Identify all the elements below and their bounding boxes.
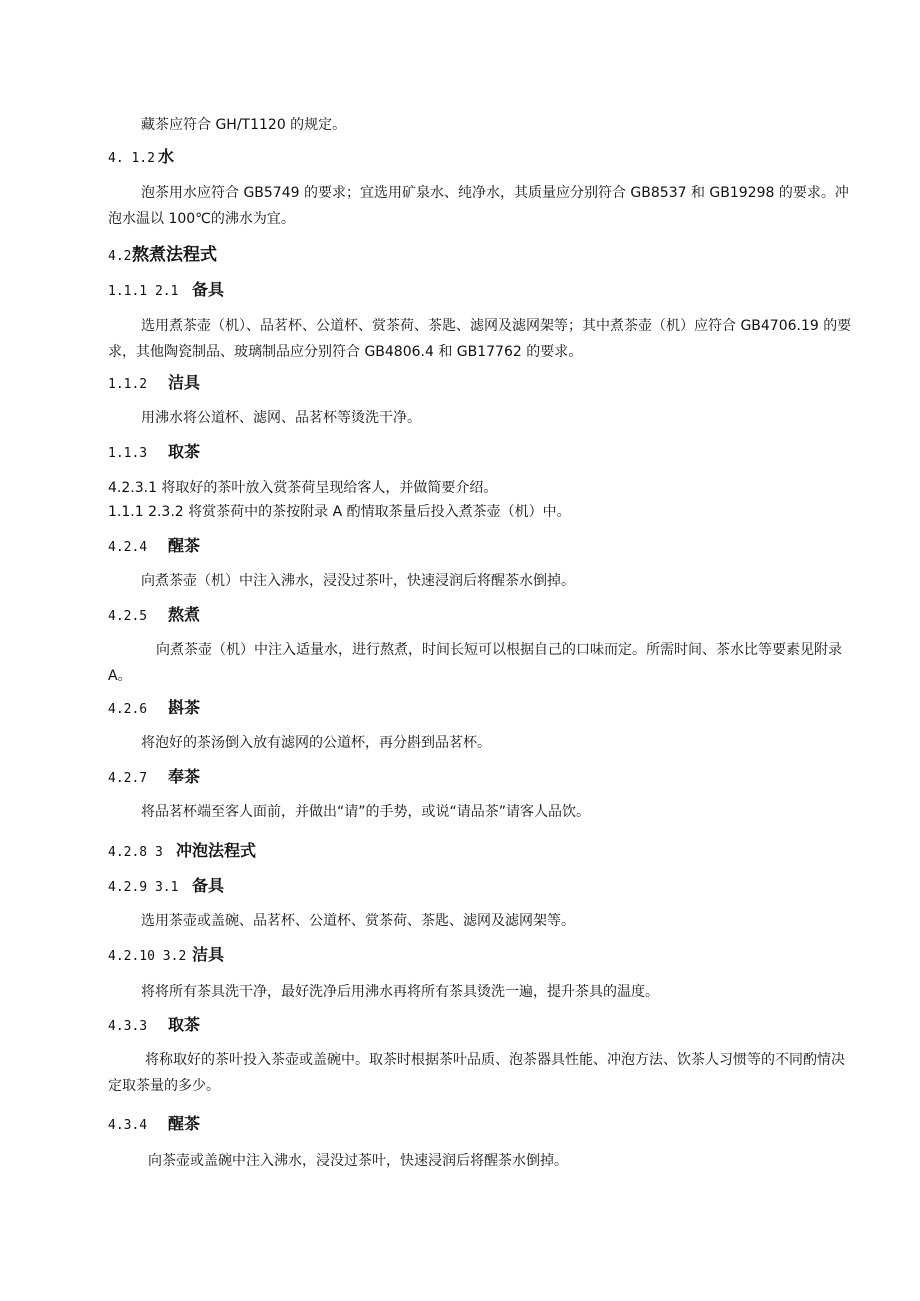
section-number: 4.3.4 — [108, 1118, 148, 1133]
section-heading — [108, 840, 852, 864]
section-number: 4.3.3 — [108, 1019, 148, 1034]
section-number: 4.2.9 3.1 — [108, 880, 179, 895]
section-heading — [108, 766, 852, 790]
section-number: 4.2.5 — [108, 609, 148, 624]
body-paragraph: 4.2.3.1 将取好的茶叶放入赏茶荷呈现给客人，并做简要介绍。 — [108, 480, 498, 496]
section-heading — [108, 697, 852, 721]
section-heading — [108, 441, 852, 465]
body-paragraph: 1.1.1 2.3.2 将赏茶荷中的茶按附录 A 酌情取茶量后投入煮茶壶（机）中。 — [108, 504, 571, 520]
section-heading — [108, 372, 852, 396]
section-heading — [108, 875, 852, 899]
section-heading — [108, 279, 852, 303]
body-paragraph: 向煮茶壶（机）中注入适量水，进行熬煮，时间长短可以根据自己的口味而定。所需时间、茶水比等要素见附录 A。 — [108, 642, 842, 684]
body-paragraph: 藏茶应符合 GH/T1120 的规定。 — [141, 117, 347, 133]
section-heading — [108, 1113, 852, 1137]
body-paragraph: 选用煮茶壶（机）、品茗杯、公道杯、赏茶荷、茶匙、滤网及滤网架等；其中煮茶壶（机）应符合 GB4706.19 的要求，其他陶瓷制品、玻璃制品应分别符合 GB4806.4 和 GB17762 的要求。 — [108, 318, 852, 360]
body-paragraph: 将品茗杯端至客人面前，并做出“请”的手势，或说“请品茶”请客人品饮。 — [141, 804, 591, 820]
section-number: 4.2.8 3 — [108, 845, 163, 860]
section-number: 4.2.10 3.2 — [108, 949, 187, 964]
section-title: 备具 — [192, 280, 225, 299]
section-heading — [108, 535, 852, 559]
section-title: 熬煮 — [168, 605, 201, 624]
section-heading — [108, 146, 852, 170]
section-number: 4. 1.2 — [108, 151, 155, 166]
body-paragraph: 选用茶壶或盖碗、品茗杯、公道杯、赏茶荷、茶匙、滤网及滤网架等。 — [141, 913, 575, 929]
body-paragraph: 将泡好的茶汤倒入放有滤网的公道杯，再分斟到品茗杯。 — [141, 735, 491, 751]
section-title: 斟茶 — [168, 698, 201, 717]
section-title: 备具 — [192, 876, 225, 895]
section-heading — [108, 1014, 852, 1038]
section-title: 熬煮法程式 — [132, 245, 217, 265]
section-title: 洁具 — [168, 373, 201, 392]
section-number: 1.1.2 — [108, 377, 148, 392]
section-title: 奉茶 — [168, 767, 201, 786]
section-title: 醒茶 — [168, 536, 201, 555]
section-heading — [108, 244, 852, 268]
body-paragraph: 向煮茶壶（机）中注入沸水，浸没过茶叶，快速浸润后将醒茶水倒掉。 — [141, 573, 575, 589]
section-title: 洁具 — [192, 945, 225, 964]
body-paragraph: 将称取好的茶叶投入茶壶或盖碗中。取茶时根据茶叶品质、泡茶器具性能、冲泡方法、饮茶人习惯等的不同酌情决定取茶量的多少。 — [108, 1052, 845, 1094]
body-paragraph: 泡茶用水应符合 GB5749 的要求；宜选用矿泉水、纯净水，其质量应分别符合 GB8537 和 GB19298 的要求。冲泡水温以 100℃的沸水为宜。 — [108, 185, 849, 227]
section-number: 1.1.3 — [108, 446, 148, 461]
section-number: 1.1.1 2.1 — [108, 284, 179, 299]
section-title: 取茶 — [168, 1015, 201, 1034]
section-title: 醒茶 — [168, 1114, 201, 1133]
section-title: 冲泡法程式 — [176, 841, 257, 860]
section-number: 4.2.4 — [108, 540, 148, 555]
section-title: 取茶 — [168, 442, 201, 461]
section-number: 4.2 — [108, 249, 132, 264]
section-number: 4.2.7 — [108, 771, 148, 786]
section-title: 水 — [158, 147, 175, 166]
section-heading — [108, 944, 852, 968]
body-paragraph: 向茶壶或盖碗中注入沸水，浸没过茶叶，快速浸润后将醒茶水倒掉。 — [148, 1153, 568, 1169]
body-paragraph: 用沸水将公道杯、滤网、品茗杯等烫洗干净。 — [141, 410, 421, 426]
body-paragraph: 将将所有茶具洗干净，最好洗净后用沸水再将所有茶具烫洗一遍，提升茶具的温度。 — [141, 984, 659, 1000]
section-number: 4.2.6 — [108, 702, 148, 717]
section-heading — [108, 604, 852, 628]
